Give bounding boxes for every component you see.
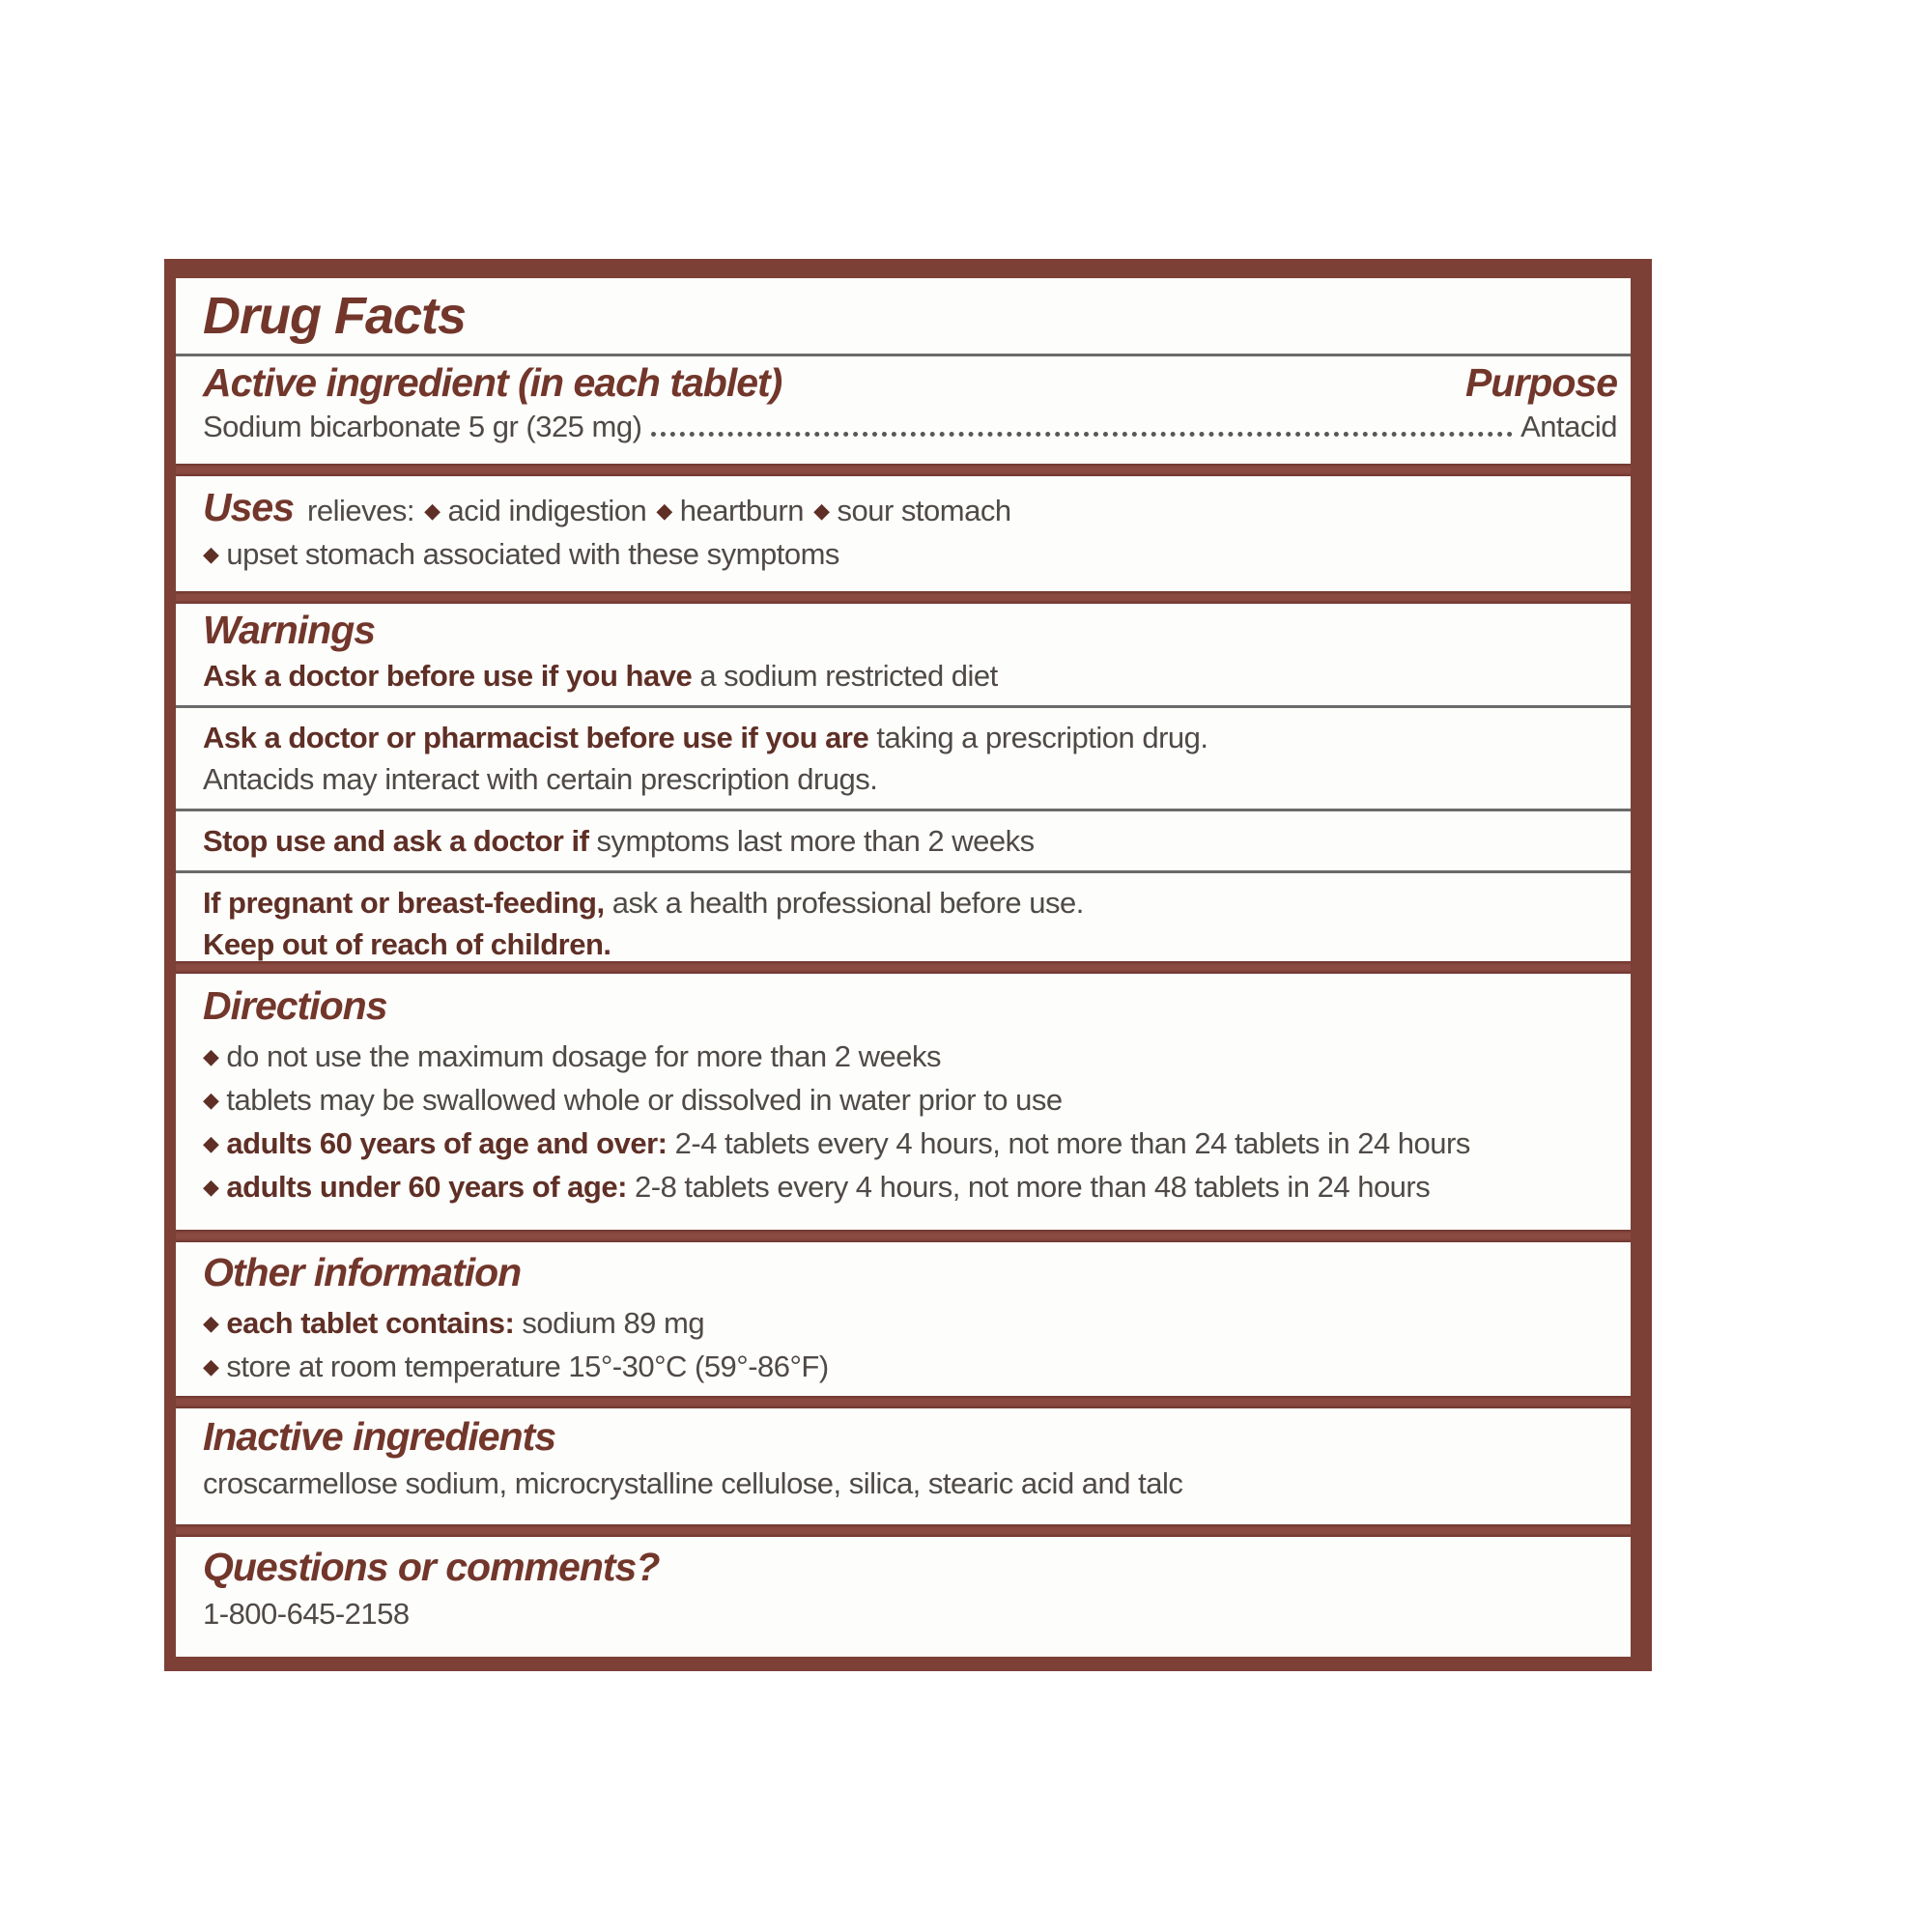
uses-heading: Uses: [203, 485, 295, 529]
active-ingredient-heading: Active ingredient (in each tablet): [203, 360, 782, 405]
drug-facts-title: Drug Facts: [203, 287, 467, 345]
direction-text: tablets may be swallowed whole or dissolved in water prior to use: [226, 1083, 1063, 1117]
bullet-diamond-icon: ◆: [203, 1175, 219, 1199]
warnings-rule: [176, 809, 1631, 811]
warning-bold: Stop use and ask a doctor if: [203, 824, 589, 858]
warning-bold: Keep out of reach of children.: [203, 927, 611, 961]
warning-text: symptoms last more than 2 weeks: [588, 824, 1035, 858]
bullet-diamond-icon: ◆: [424, 498, 440, 523]
direction-row: [203, 1122, 1617, 1165]
warning-row: [203, 923, 1617, 961]
section-divider-bar: [176, 961, 1631, 974]
warning-bold: If pregnant or breast-feeding,: [203, 886, 605, 920]
warning-row: [203, 655, 1617, 696]
uses-content: [203, 486, 1617, 576]
bullet-diamond-icon: ◆: [203, 1131, 219, 1155]
bullet-diamond-icon: ◆: [203, 1311, 219, 1335]
other-information-bold: each tablet contains:: [226, 1306, 515, 1340]
warning-text: taking a prescription drug.: [868, 721, 1208, 754]
warning-row: [203, 882, 1617, 923]
other-information-row: [203, 1301, 1617, 1345]
ingredient-name: Sodium bicarbonate 5 gr (325 mg): [203, 410, 642, 443]
warning-row: [203, 717, 1617, 758]
uses-item: heartburn: [679, 494, 804, 527]
section-inactive-ingredients: [176, 1408, 1631, 1524]
warning-row: [203, 758, 1617, 800]
direction-text: 2-4 tablets every 4 hours, not more than 24 tablets in 24 hours: [667, 1126, 1470, 1160]
warnings-heading: Warnings: [203, 608, 376, 652]
warnings-rule: [176, 705, 1631, 708]
warnings-rule: [176, 870, 1631, 873]
warning-text: a sodium restricted diet: [692, 659, 998, 693]
other-information-row: [203, 1345, 1617, 1388]
direction-bold: adults 60 years of age and over:: [226, 1126, 668, 1160]
direction-bold: adults under 60 years of age:: [226, 1170, 627, 1204]
phone-number: 1-800-645-2158: [203, 1597, 410, 1631]
section-divider-bar: [176, 1396, 1631, 1408]
bullet-diamond-icon: ◆: [203, 1044, 219, 1068]
title-rule: [176, 354, 1631, 356]
ingredient-row: [203, 408, 1617, 446]
dotted-leader: [651, 432, 1513, 437]
section-directions: [176, 974, 1631, 1230]
inactive-ingredients-text: croscarmellose sodium, microcrystalline cellulose, silica, stearic acid and talc: [203, 1466, 1183, 1500]
uses-item: upset stomach associated with these symptoms: [226, 537, 839, 571]
section-questions: [176, 1537, 1631, 1656]
uses-item: acid indigestion: [447, 494, 647, 527]
bullet-diamond-icon: ◆: [813, 498, 830, 523]
section-divider-bar: [176, 1524, 1631, 1537]
other-information-text: sodium 89 mg: [514, 1306, 705, 1340]
direction-text: do not use the maximum dosage for more than 2 weeks: [226, 1039, 941, 1073]
purpose-value: Antacid: [1520, 410, 1617, 443]
warning-row: [203, 820, 1617, 862]
direction-row: [203, 1035, 1617, 1078]
bullet-diamond-icon: ◆: [656, 498, 672, 523]
section-uses: [176, 476, 1631, 591]
bullet-diamond-icon: ◆: [203, 1088, 219, 1112]
inactive-ingredients-heading: Inactive ingredients: [203, 1414, 556, 1459]
purpose-heading: Purpose: [1464, 360, 1617, 405]
drug-facts-panel: [164, 259, 1652, 1671]
section-divider-bar: [176, 591, 1631, 604]
uses-intro: relieves:: [307, 494, 414, 527]
direction-row: [203, 1078, 1617, 1122]
section-active-ingredient: [176, 278, 1631, 464]
questions-heading: Questions or comments?: [203, 1545, 660, 1589]
warning-text: ask a health professional before use.: [604, 886, 1084, 920]
section-divider-bar: [176, 464, 1631, 476]
active-ingredient-heading-row: [203, 360, 1617, 406]
bullet-diamond-icon: ◆: [203, 1354, 219, 1378]
warning-text: Antacids may interact with certain prescription drugs.: [203, 762, 878, 796]
section-warnings: [176, 604, 1631, 961]
section-other-information: [176, 1242, 1631, 1396]
other-information-heading: Other information: [203, 1250, 522, 1294]
other-information-text: store at room temperature 15°-30°C (59°-86°F): [226, 1350, 829, 1383]
directions-heading: Directions: [203, 983, 387, 1028]
direction-text: 2-8 tablets every 4 hours, not more than 48 tablets in 24 hours: [626, 1170, 1431, 1204]
warning-bold: Ask a doctor or pharmacist before use if you are: [203, 721, 869, 754]
direction-row: [203, 1165, 1617, 1208]
uses-item: sour stomach: [837, 494, 1011, 527]
warning-bold: Ask a doctor before use if you have: [203, 659, 693, 693]
section-divider-bar: [176, 1230, 1631, 1242]
bullet-diamond-icon: ◆: [203, 542, 219, 566]
